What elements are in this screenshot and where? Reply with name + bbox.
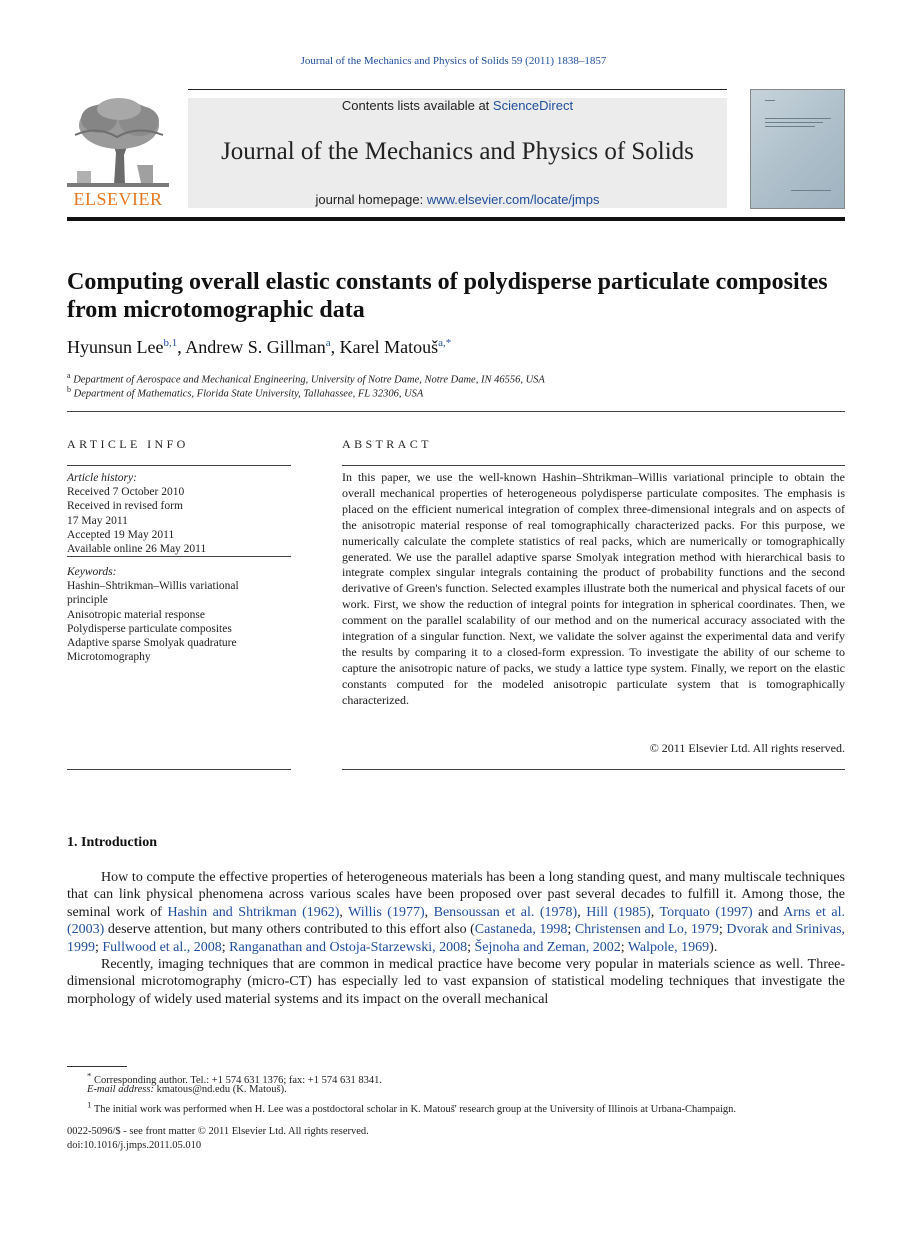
history-item: Received in revised form bbox=[67, 500, 183, 513]
footnote-email: E-mail address: kmatous@nd.edu (K. Matouš). bbox=[87, 1084, 287, 1095]
author-affiliation-mark[interactable]: b,1 bbox=[163, 337, 178, 349]
sciencedirect-link[interactable]: ScienceDirect bbox=[492, 98, 574, 113]
article-history bbox=[67, 471, 291, 556]
paragraph-text: , bbox=[339, 904, 349, 920]
paragraph-text: , bbox=[424, 904, 434, 920]
keyword: Hashin–Shtrikman–Willis variational bbox=[67, 580, 239, 593]
paragraph-text: , bbox=[577, 904, 587, 920]
article-info-heading: ARTICLE INFO bbox=[67, 437, 189, 451]
citation-link[interactable]: Torquato (1997) bbox=[659, 904, 753, 920]
keyword: Adaptive sparse Smolyak quadrature bbox=[67, 637, 237, 650]
homepage-prefix: journal homepage: bbox=[315, 192, 427, 207]
issn-line: 0022-5096/$ - see front matter © 2011 Elsevier Ltd. All rights reserved. bbox=[67, 1126, 369, 1137]
journal-title: Journal of the Mechanics and Physics of Solids bbox=[221, 138, 694, 165]
citation-link[interactable]: Šejnoha and Zeman, 2002 bbox=[474, 939, 621, 955]
homepage-link[interactable]: www.elsevier.com/locate/jmps bbox=[426, 192, 600, 207]
contents-line bbox=[188, 98, 727, 113]
paragraph-text: ; bbox=[221, 939, 230, 955]
keyword: Microtomography bbox=[67, 651, 151, 664]
keywords bbox=[67, 565, 291, 664]
citation-link[interactable]: Christensen and Lo, 1979 bbox=[574, 922, 719, 938]
paragraph-text: ; bbox=[95, 939, 103, 955]
citation-link[interactable]: Bensoussan et al. (1978) bbox=[433, 904, 578, 920]
header-thick-rule bbox=[67, 217, 845, 221]
abstract-top-rule bbox=[342, 465, 845, 466]
affiliation: $^b$ Department of Mathematics, Florida State University, Tallahassee, FL 32306, USA bbox=[67, 385, 424, 400]
homepage-line bbox=[188, 192, 727, 207]
paragraph-text: ; bbox=[467, 939, 475, 955]
citation-link[interactable]: Dvorak and Srinivas, 1999 bbox=[67, 922, 846, 955]
publisher-wordmark: ELSEVIER bbox=[73, 189, 163, 209]
history-label: Article history: bbox=[67, 472, 137, 484]
paragraph-text: ; bbox=[567, 922, 575, 938]
citation-link[interactable]: Walpole, 1969 bbox=[627, 939, 710, 955]
author-affiliation-mark[interactable]: a bbox=[325, 337, 331, 349]
keywords-label: Keywords: bbox=[67, 566, 117, 578]
history-item: Accepted 19 May 2011 bbox=[67, 528, 175, 541]
footnote-1: $^1$ The initial work was performed when H. Lee was a postdoctoral scholar in K. Matouš' research group at the University of Illinois at Urbana-Champaign. bbox=[87, 1099, 737, 1115]
footnote-rule bbox=[67, 1066, 127, 1067]
paragraph-text: How to compute the effective properties of heterogeneous materials has been a long standing quest, and many multiscale techniques that can link physical phenomena across various scales have been proposed over past several decades to fulfill it. Among those, the seminal work of bbox=[67, 870, 845, 920]
doi-line[interactable]: doi:10.1016/j.jmps.2011.05.010 bbox=[67, 1140, 202, 1151]
citation-link[interactable]: Fullwood et al., 2008 bbox=[102, 939, 222, 955]
history-item: 17 May 2011 bbox=[67, 514, 128, 527]
history-item: Received 7 October 2010 bbox=[67, 486, 185, 499]
history-item: Available online 26 May 2011 bbox=[67, 543, 207, 556]
paragraph-text: ). bbox=[709, 939, 718, 955]
journal-banner bbox=[188, 98, 727, 208]
abstract-heading: ABSTRACT bbox=[342, 437, 432, 451]
paragraph-text: and bbox=[752, 904, 784, 920]
citation-link[interactable]: Arns et al. (2003) bbox=[67, 904, 845, 938]
paragraph-text: , bbox=[650, 904, 660, 920]
paragraph-text: ; bbox=[620, 939, 628, 955]
abstract-bottom-rule bbox=[342, 769, 845, 770]
email-link[interactable]: kmatous@nd.edu (K. Matouš). bbox=[153, 1084, 287, 1095]
abstract-text: In this paper, we use the well-known Hashin–Shtrikman–Willis variational principle to obtain the overall mechanical properties of heterogeneous polydisperse particulate composites. The emphasis is placed on the efficient numerical integration of complex three-dimensional integrals and on aspects of the anisotropic material response of real tomographically characterized packs. For this purpose, we numerically calculate the complete statistics of real packs, which are numerically or tomographically generated. We use the parallel adaptive sparse Smolyak integration method with hierarchical basis to integrate complex singular integrals containing the product of probability functions and the second derivative of Green's function. Selected examples illustrate both the numerical and physical facets of our work. First, we show the reduction of integral points for integration in spherical coordinates. Then, we comment on the parallel scalability of our method and on the numerical accuracy associated with the integration of a singular function. Next, we validate the solver against the experimental data and verify the results by comparing it to a closed-form expression. To investigate the ability of our scheme to capture the anisotropic nature of packs, we study a lattice type system. Finally, we report on the elastic constants computed for the modeled anisotropic particulate system that is tomographically characterized. bbox=[342, 470, 845, 707]
citation-link[interactable]: Hashin and Shtrikman (1962) bbox=[167, 904, 340, 920]
elsevier-logo[interactable] bbox=[67, 95, 169, 210]
citation-link[interactable]: Ranganathan and Ostoja-Starzewski, 2008 bbox=[229, 939, 468, 955]
citation-link[interactable]: Willis (1977) bbox=[348, 904, 425, 920]
abstract-copyright: © 2011 Elsevier Ltd. All rights reserved. bbox=[649, 741, 845, 755]
introduction-paragraph: Recently, imaging techniques that are common in medical practice have become very popular in materials science as well. Three-dimensional microtomography (micro-CT) has especially led to vast expansion of statistical modeling techniques that investigate the morphology of widely used material systems and its impact on the overall mechanical bbox=[67, 957, 845, 1007]
history-rule bbox=[67, 556, 291, 557]
header-top-rule bbox=[188, 89, 727, 90]
introduction-heading: 1. Introduction bbox=[67, 835, 157, 850]
journal-citation[interactable]: Journal of the Mechanics and Physics of Solids 59 (2011) 1838–1857 bbox=[300, 55, 607, 67]
footnote-corresponding: * Corresponding author. Tel.: +1 574 631 1376; fax: +1 574 631 8341. bbox=[87, 1070, 382, 1086]
author-affiliation-mark[interactable]: a,* bbox=[438, 337, 452, 349]
author-name: Karel Matouš bbox=[339, 337, 439, 357]
keyword: Polydisperse particulate composites bbox=[67, 622, 232, 635]
author-name: Andrew S. Gillman bbox=[185, 337, 326, 357]
info-bottom-rule bbox=[67, 769, 291, 770]
affiliation: $^a$ Department of Aerospace and Mechanical Engineering, University of Notre Dame, Notre Dame, IN 46556, USA bbox=[67, 371, 545, 386]
paragraph-text: deserve attention, but many others contributed to this effort also ( bbox=[104, 922, 475, 938]
paragraph-text: ; bbox=[718, 922, 727, 938]
info-top-rule bbox=[67, 465, 291, 466]
journal-cover-icon[interactable] bbox=[750, 89, 845, 209]
elsevier-tree-icon bbox=[67, 95, 169, 187]
author-list: Hyunsun Lee$^{b,1}$, Andrew S. Gillman$^a$, Karel Matouš$^{a,*}$ bbox=[67, 337, 452, 357]
contents-prefix: Contents lists available at bbox=[341, 98, 493, 113]
author-name: Hyunsun Lee bbox=[67, 337, 164, 357]
introduction-body bbox=[67, 869, 845, 1008]
keyword: principle bbox=[67, 594, 108, 607]
citation-link[interactable]: Hill (1985) bbox=[586, 904, 651, 920]
citation-link[interactable]: Castaneda, 1998 bbox=[474, 922, 568, 938]
keyword: Anisotropic material response bbox=[67, 608, 205, 621]
article-title: Computing overall elastic constants of polydisperse particulate composites from microtomographic data bbox=[67, 269, 828, 323]
affiliation-rule bbox=[67, 411, 845, 412]
introduction-paragraph bbox=[67, 869, 845, 956]
